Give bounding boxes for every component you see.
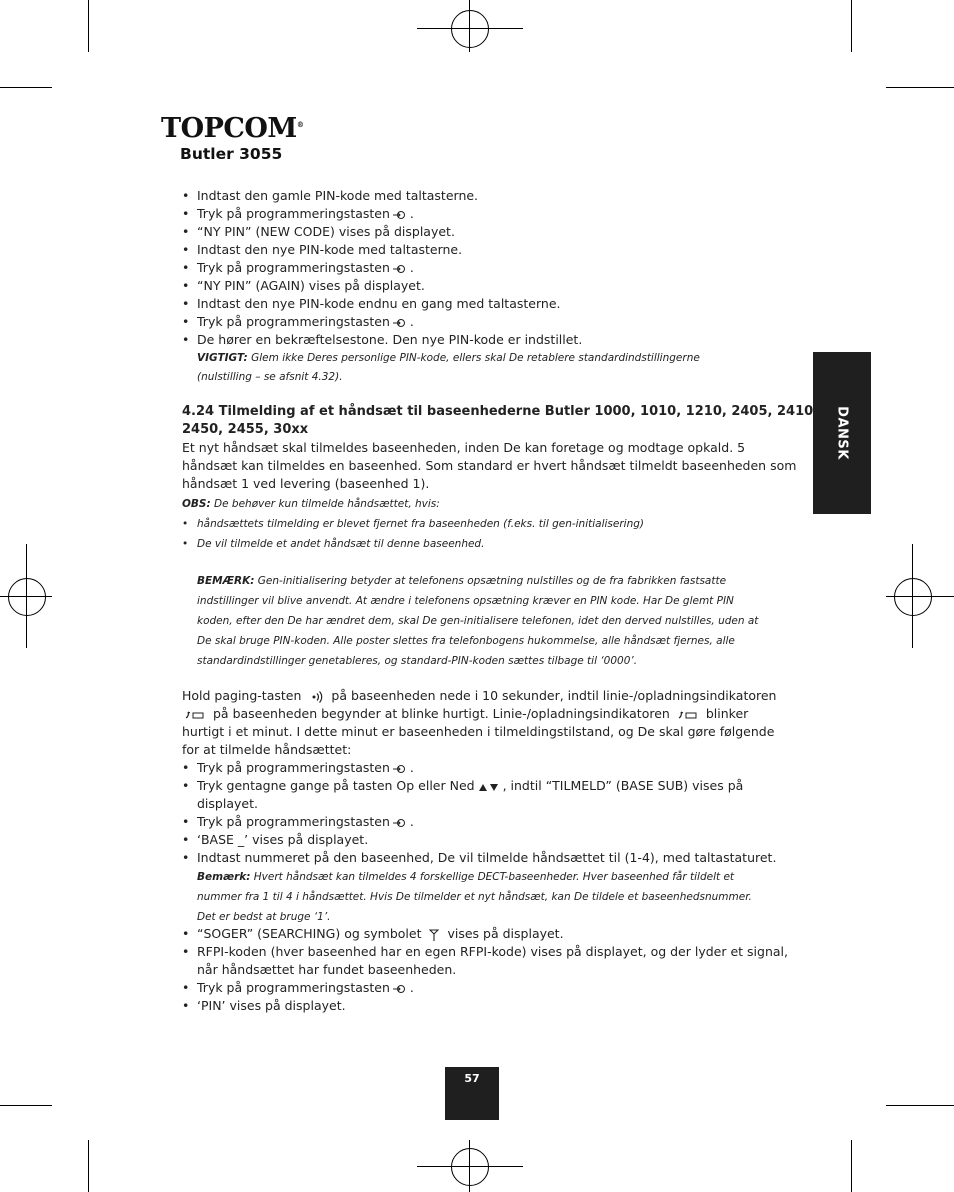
bemaerk-note-line: De skal bruge PIN-koden. Alle poster slettes fra telefonbogens hukommelse, alle håndsæt fjernes, alle — [197, 635, 735, 647]
paragraph-line: Et nyt håndsæt skal tilmeldes baseenheden, inden De kan foretage og modtage opkald. 5 — [182, 440, 746, 455]
paragraph-line: på baseenheden begynder at blinke hurtigt. Linie-/opladningsindikatoren blinker — [182, 705, 748, 723]
bemaerk-note: Bemærk: Hvert håndsæt kan tilmeldes 4 forskellige DECT-baseenheder. Hver baseenhed får tildelt et — [197, 871, 735, 883]
important-note-line: (nulstilling – se afsnit 4.32). — [197, 371, 343, 383]
bemaerk-note-line: koden, efter den De har ændret dem, skal De gen-initialisere telefonen, idet den derved nulstilles, uden at — [197, 615, 759, 627]
section-heading-line: 2450, 2455, 30xx — [182, 422, 309, 437]
crop-mark — [886, 87, 954, 88]
crop-mark — [88, 0, 89, 52]
paragraph-line: håndsæt kan tilmeldes en baseenhed. Som standard er hvert håndsæt tilmeldt baseenheden som — [182, 458, 797, 473]
section-heading: 4.24 Tilmelding af et håndsæt til baseenhederne Butler 1000, 1010, 1210, 2405, 2410, — [182, 404, 819, 419]
crop-mark — [851, 1140, 852, 1192]
bemaerk-note-line: Det er bedst at bruge ‘1’. — [197, 911, 331, 923]
program-key-icon — [393, 764, 407, 774]
crop-mark — [886, 1105, 954, 1106]
paragraph-line: Hold paging-tasten på baseenheden nede i 10 sekunder, indtil linie-/opladningsindikatoren — [182, 688, 777, 703]
brand-logo: TOPCOM® — [161, 113, 304, 144]
page-number: 57 — [464, 1072, 480, 1085]
up-down-arrows-icon — [478, 782, 500, 792]
registration-mark-icon: ® — [296, 120, 304, 129]
registration-target-icon — [451, 1148, 489, 1186]
crop-mark — [0, 87, 52, 88]
program-key-icon — [393, 318, 407, 328]
product-title: Butler 3055 — [180, 145, 283, 163]
line-charge-indicator-icon — [678, 710, 698, 720]
list-item-continuation: displayet. — [197, 796, 258, 811]
language-tab: DANSK — [813, 352, 871, 514]
page-number-box — [445, 1067, 499, 1120]
list-item-continuation: når håndsættet har fundet baseenheden. — [197, 962, 457, 977]
program-key-icon — [393, 264, 407, 274]
crop-mark — [88, 1140, 89, 1192]
registration-target-icon — [451, 10, 489, 48]
registration-target-icon — [8, 578, 46, 616]
crop-mark — [0, 1105, 52, 1106]
registration-target-icon — [894, 578, 932, 616]
program-key-icon — [393, 984, 407, 994]
obs-note: OBS: De behøver kun tilmelde håndsættet, hvis: — [182, 498, 440, 510]
paragraph-line: for at tilmelde håndsættet: — [182, 742, 352, 757]
bemaerk-note-line: indstillinger vil blive anvendt. At ændre i telefonens opsætning kræver en PIN kode. Har De glemt PIN — [197, 595, 734, 607]
paragraph-line: håndsæt 1 ved levering (baseenhed 1). — [182, 476, 430, 491]
paging-icon — [309, 690, 323, 704]
bemaerk-note: BEMÆRK: Gen-initialisering betyder at telefonens opsætning nulstilles og de fra fabrikken fastsatte — [197, 575, 727, 587]
line-charge-indicator-icon — [185, 710, 205, 720]
antenna-icon — [429, 929, 439, 941]
program-key-icon — [393, 210, 407, 220]
crop-mark — [851, 0, 852, 52]
bemaerk-note-line: nummer fra 1 til 4 i håndsættet. Hvis De tilmelder et nyt håndsæt, kan De tildele et baseenhedsnummer. — [197, 891, 752, 903]
bemaerk-note-line: standardindstillinger genetableres, og standard-PIN-koden sættes tilbage til ‘0000’. — [197, 655, 638, 667]
important-note: VIGTIGT: Glem ikke Deres personlige PIN-kode, ellers skal De retablere standardindstillingerne — [197, 352, 700, 364]
paragraph-line: hurtigt i et minut. I dette minut er baseenheden i tilmeldingstilstand, og De skal gøre følgende — [182, 724, 775, 739]
program-key-icon — [393, 818, 407, 828]
